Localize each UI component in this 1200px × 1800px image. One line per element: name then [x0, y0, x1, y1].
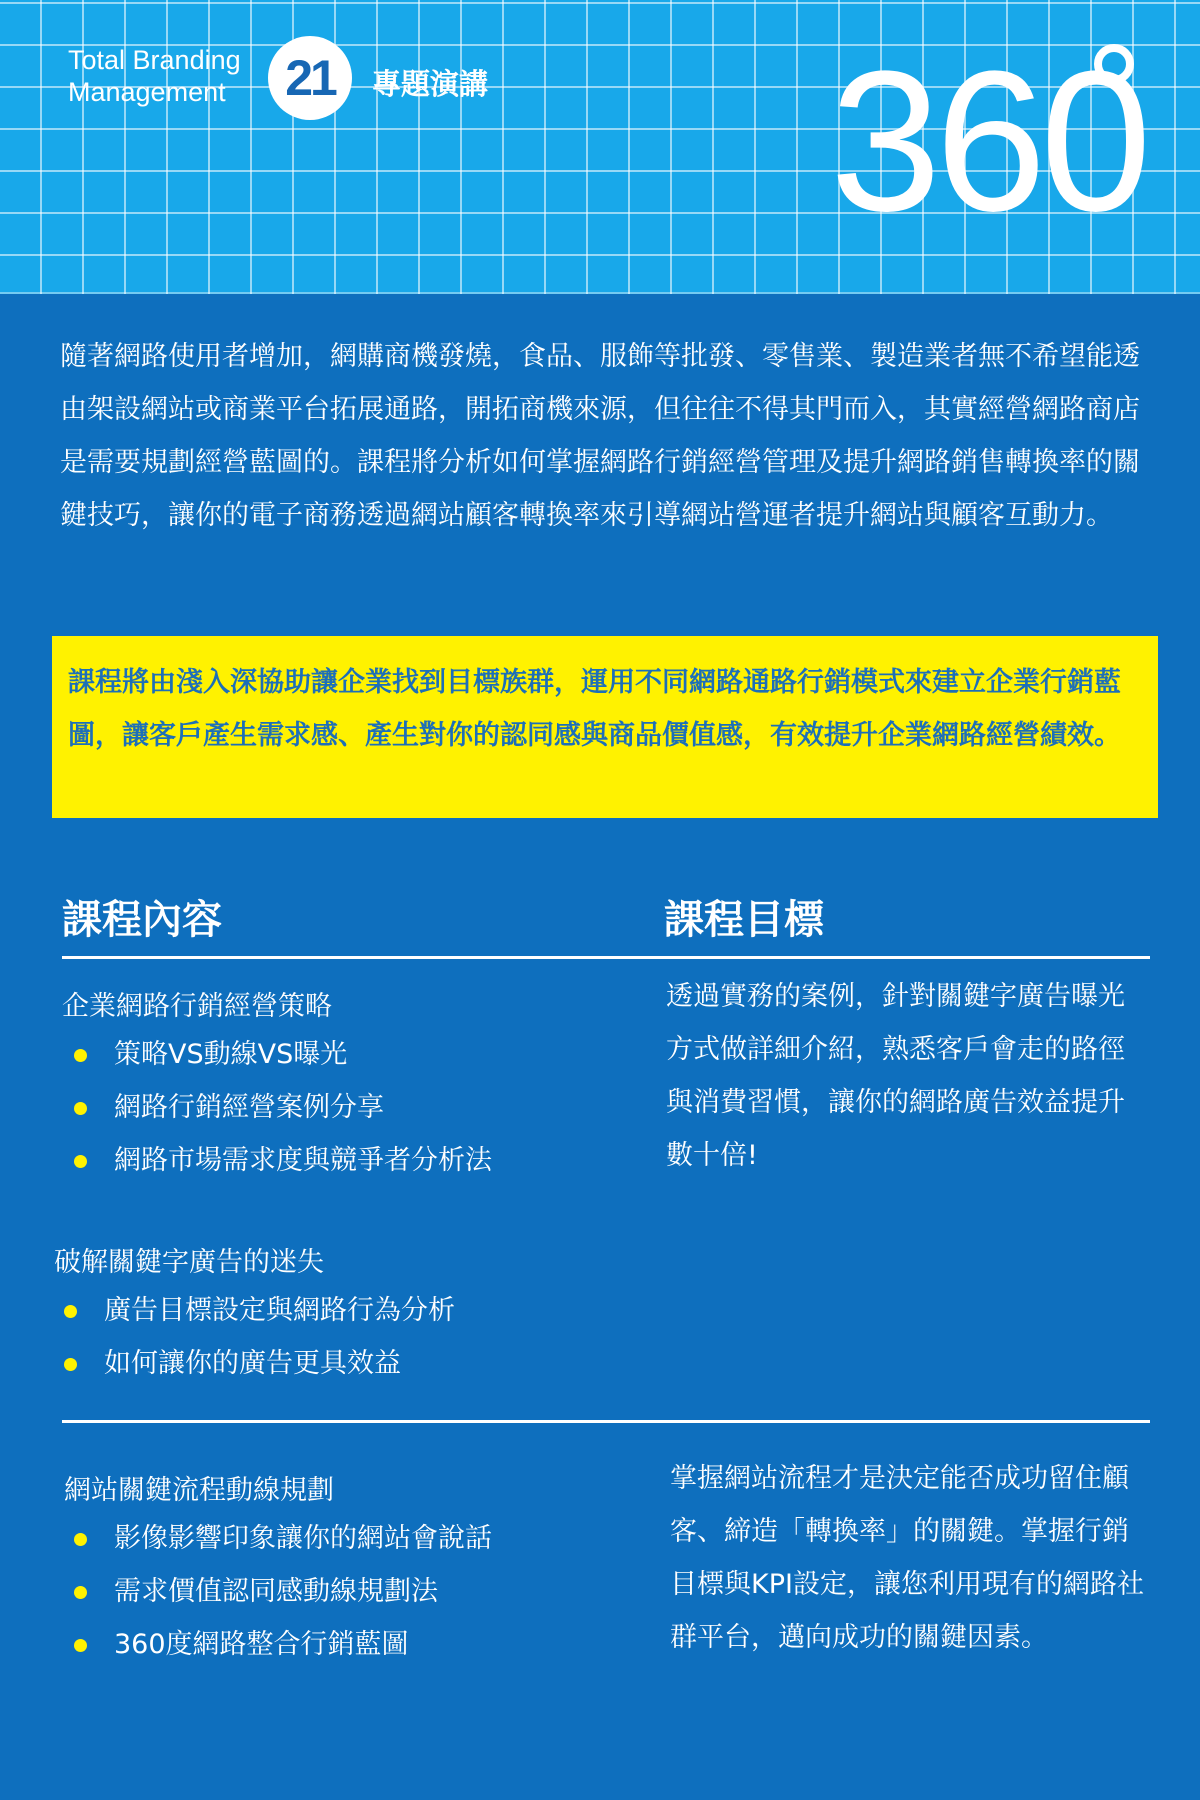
issue-number-badge: 21 [268, 36, 352, 120]
header-banner [0, 0, 1200, 294]
list-item: 如何讓你的廣告更具效益 [52, 1337, 455, 1390]
group-2-title: 破解關鍵字廣告的迷失 [54, 1247, 324, 1278]
intro-paragraph: 隨著網路使用者增加，網購商機發燒，食品、服飾等批發、零售業、製造業者無不希望能透由架設網站或商業平台拓展通路，開拓商機來源，但往往不得其門而入，其實經營網路商店是需要規劃經營藍圖的。課程將分析如何掌握網路行銷經營管理及提升網路銷售轉換率的關鍵技巧，讓你的電子商務透過網站顧客轉換率來引導網站營運者提升網站與顧客互動力。 [60, 341, 1140, 531]
section-divider-top [62, 956, 1150, 959]
bullet-dot-icon [74, 1533, 87, 1546]
bullet-dot-icon [74, 1049, 87, 1062]
group-1-title: 企業網路行銷經營策略 [62, 991, 332, 1022]
list-item: 影像影響印象讓你的網站會說話 [62, 1512, 492, 1565]
big-360-text: 360 [830, 30, 1146, 253]
group-3-title: 網站關鍵流程動線規劃 [64, 1475, 334, 1506]
list-item: 廣告目標設定與網路行為分析 [52, 1284, 455, 1337]
brand-line-2: Management [68, 77, 226, 107]
list-item: 策略VS動線VS曝光 [62, 1028, 492, 1081]
brand-line-1: Total Branding [68, 45, 241, 75]
section-divider-bottom [62, 1420, 1150, 1423]
topic-label: 專題演講 [372, 67, 489, 101]
list-item: 網路市場需求度與競爭者分析法 [62, 1134, 492, 1187]
brand-name [68, 44, 241, 108]
degree-symbol-icon [1094, 44, 1134, 84]
bullet-dot-icon [74, 1102, 87, 1115]
highlight-box: 課程將由淺入深協助讓企業找到目標族群，運用不同網路通路行銷模式來建立企業行銷藍圖，讓客戶產生需求感、產生對你的認同感與商品價值感，有效提升企業網路經營績效。 [52, 636, 1158, 818]
group-3-list [62, 1512, 492, 1671]
bullet-dot-icon [74, 1586, 87, 1599]
group-3-goal: 掌握網站流程才是決定能否成功留住顧客、締造「轉換率」的關鍵。掌握行銷目標與KPI設定，讓您利用現有的網路社群平台，邁向成功的關鍵因素。 [670, 1463, 1144, 1653]
group-1-goal: 透過實務的案例，針對關鍵字廣告曝光方式做詳細介紹，熟悉客戶會走的路徑與消費習慣，讓你的網路廣告效益提升數十倍! [666, 981, 1125, 1171]
bullet-dot-icon [64, 1305, 77, 1318]
bullet-dot-icon [74, 1639, 87, 1652]
course-goal-title: 課程目標 [664, 897, 824, 943]
bullet-dot-icon [74, 1155, 87, 1168]
bullet-dot-icon [64, 1358, 77, 1371]
group-1-list [62, 1028, 492, 1187]
course-content-title: 課程內容 [62, 897, 222, 943]
list-item: 網路行銷經營案例分享 [62, 1081, 492, 1134]
group-2-list [52, 1284, 455, 1390]
list-item: 需求價值認同感動線規劃法 [62, 1565, 492, 1618]
list-item: 360度網路整合行銷藍圖 [62, 1618, 492, 1671]
